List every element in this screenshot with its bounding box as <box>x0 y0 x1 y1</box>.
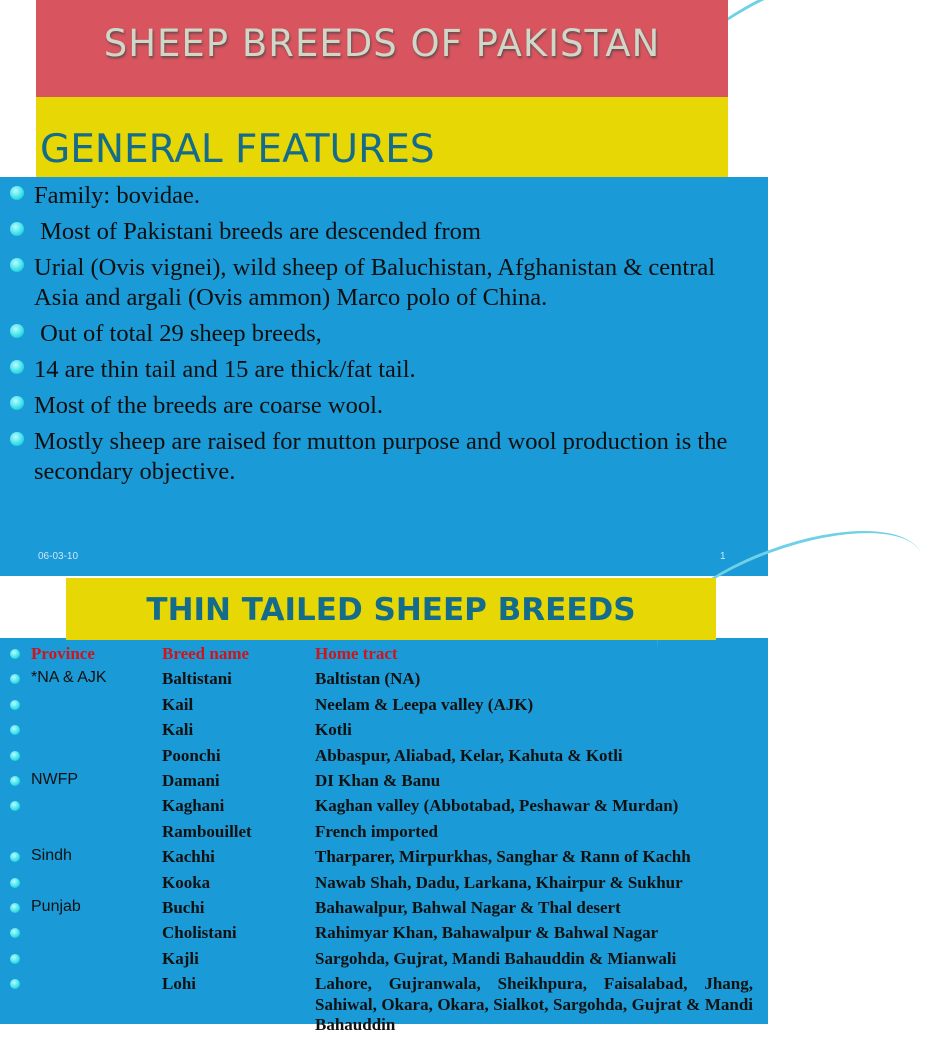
table-row <box>0 718 768 743</box>
section-heading: GENERAL FEATURES <box>40 127 435 172</box>
province-cell: Sindh <box>31 847 72 865</box>
breed-cell: Kail <box>162 694 194 714</box>
bullet-item: Family: bovidae. <box>0 181 768 211</box>
table-row <box>0 820 768 845</box>
bullet-icon <box>10 258 24 272</box>
bullet-icon <box>10 878 20 888</box>
breed-cell: Buchi <box>162 897 205 917</box>
bullet-list <box>0 181 768 493</box>
table-row <box>0 794 768 819</box>
home-tract-cell: Tharparer, Mirpurkhas, Sanghar & Rann of Kachh <box>315 847 691 867</box>
bullet-icon <box>10 186 24 200</box>
bullet-icon <box>10 396 24 410</box>
breed-cell: Cholistani <box>162 923 237 943</box>
bullet-icon <box>10 776 20 786</box>
bullet-icon <box>10 222 24 236</box>
breed-cell: Poonchi <box>162 745 221 765</box>
home-tract-cell: Bahawalpur, Bahwal Nagar & Thal desert <box>315 897 621 917</box>
table-row <box>0 769 768 794</box>
slide-title: THIN TAILED SHEEP BREEDS <box>146 592 636 628</box>
column-header-province: Province <box>31 644 95 663</box>
table-row <box>0 693 768 718</box>
breed-cell: Kooka <box>162 872 211 892</box>
breed-table <box>0 642 768 1052</box>
table-row <box>0 845 768 870</box>
bullet-icon <box>10 852 20 862</box>
column-header-breed: Breed name <box>162 644 250 663</box>
bullet-item: Out of total 29 sheep breeds, <box>0 319 768 349</box>
bullet-icon <box>10 700 20 710</box>
bullet-item: Mostly sheep are raised for mutton purpose and wool production is the secondary objective. <box>0 427 768 487</box>
footer-band <box>0 544 768 576</box>
home-tract-cell: Nawab Shah, Dadu, Larkana, Khairpur & Sukhur <box>315 872 683 892</box>
bullet-icon <box>10 725 20 735</box>
home-tract-cell: Lahore, Gujranwala, Sheikhpura, Faisalabad, Jhang, Sahiwal, Okara, Okara, Sialkot, Sargohda, Gujrat & Mandi Bahauddin <box>315 974 753 1035</box>
bullet-item: Most of Pakistani breeds are descended from <box>0 217 768 247</box>
home-tract-cell: Rahimyar Khan, Bahawalpur & Bahwal Nagar <box>315 923 659 943</box>
bullet-icon <box>10 954 20 964</box>
bullet-icon <box>10 751 20 761</box>
slide-page-number: 1 <box>720 551 726 562</box>
home-tract-cell: French imported <box>315 821 438 841</box>
bullet-item: Most of the breeds are coarse wool. <box>0 391 768 421</box>
breed-cell: Lohi <box>162 974 197 994</box>
home-tract-cell: Kaghan valley (Abbotabad, Peshawar & Murdan) <box>315 796 679 816</box>
slide-general-features <box>0 0 768 576</box>
table-body <box>0 667 768 1052</box>
province-cell: *NA & AJK <box>31 669 107 687</box>
bullet-icon <box>10 432 24 446</box>
home-tract-cell: Sargohda, Gujrat, Mandi Bahauddin & Mianwali <box>315 948 677 968</box>
bullet-icon <box>10 903 20 913</box>
breed-cell: Kajli <box>162 948 199 968</box>
table-row <box>0 871 768 896</box>
home-tract-cell: Kotli <box>315 720 352 740</box>
province-cell: Punjab <box>31 897 81 915</box>
bullet-icon <box>10 979 20 989</box>
slide-date: 06-03-10 <box>38 551 79 562</box>
home-tract-cell: Baltistan (NA) <box>315 669 421 689</box>
breed-cell: Kaghani <box>162 796 225 816</box>
breed-cell: Rambouillet <box>162 821 252 841</box>
table-header-row <box>0 642 768 667</box>
bullet-icon <box>10 324 24 338</box>
table-row <box>0 947 768 972</box>
bullet-icon <box>10 801 20 811</box>
bullet-item: Urial (Ovis vignei), wild sheep of Baluchistan, Afghanistan & central Asia and argali (Ovis ammon) Marco polo of China. <box>0 253 768 313</box>
table-row <box>0 667 768 692</box>
breed-cell: Kali <box>162 720 194 740</box>
home-tract-cell: Neelam & Leepa valley (AJK) <box>315 694 534 714</box>
bullet-icon <box>10 649 20 659</box>
slide-title: SHEEP BREEDS OF PAKISTAN <box>103 22 661 65</box>
bullet-icon <box>10 360 24 374</box>
breed-cell: Baltistani <box>162 669 232 689</box>
table-row <box>0 921 768 946</box>
home-tract-cell: Abbaspur, Aliabad, Kelar, Kahuta & Kotli <box>315 745 623 765</box>
home-tract-cell: DI Khan & Banu <box>315 770 441 790</box>
bullet-icon <box>10 928 20 938</box>
bullet-item: 14 are thin tail and 15 are thick/fat tail. <box>0 355 768 385</box>
column-header-home-tract: Home tract <box>315 644 398 663</box>
province-cell: NWFP <box>31 770 79 788</box>
breed-cell: Kachhi <box>162 847 215 867</box>
table-row <box>0 896 768 921</box>
table-row <box>0 744 768 769</box>
slide-thin-tailed <box>0 576 768 1035</box>
bullet-icon <box>10 674 20 684</box>
table-row <box>0 972 768 1052</box>
breed-cell: Damani <box>162 770 220 790</box>
